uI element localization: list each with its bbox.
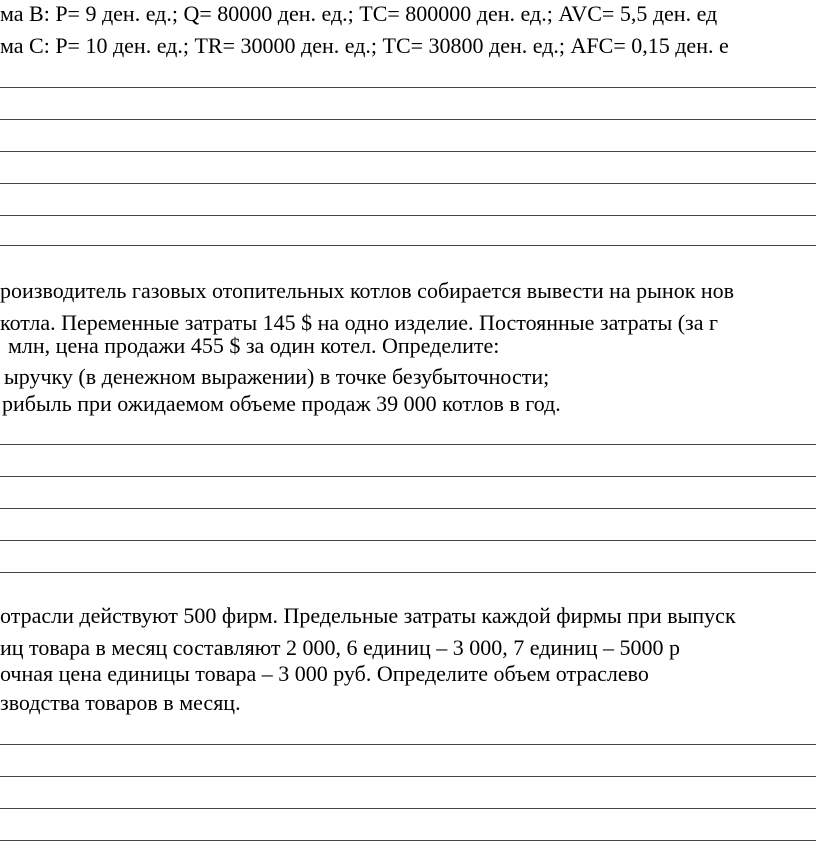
task-text-line: роизводитель газовых отопительных котлов собирается вывести на рынок нов <box>0 278 735 303</box>
task-text-line: рибыль при ожидаемом объеме продаж 39 000 котлов в год. <box>2 391 561 416</box>
task-text-line: очная цена единицы товара – 3 000 руб. Определите объем отраслево <box>0 661 649 686</box>
answer-line <box>0 151 816 152</box>
task-text-line: ыручку (в денежном выражении) в точке безубыточности; <box>4 364 550 389</box>
task-text-line: млн, цена продажи 455 $ за один котел. Определите: <box>8 333 500 358</box>
answer-line <box>0 744 816 745</box>
answer-line <box>0 572 816 573</box>
answer-line <box>0 215 816 216</box>
answer-line <box>0 87 816 88</box>
task-text-line: зводства товаров в месяц. <box>0 690 241 715</box>
answer-line <box>0 840 816 841</box>
firm-b-line: ма В: Р= 9 ден. ед.; Q= 80000 ден. ед.; ТС= 800000 ден. ед.; AVC= 5,5 ден. ед <box>0 1 718 26</box>
task-text-line: отрасли действуют 500 фирм. Предельные затраты каждой фирмы при выпуск <box>0 603 736 628</box>
firm-c-line: ма С: Р= 10 ден. ед.; TR= 30000 ден. ед.; ТС= 30800 ден. ед.; AFC= 0,15 ден. е <box>0 33 729 58</box>
answer-line <box>0 476 816 477</box>
task-text-line: иц товара в месяц составляют 2 000, 6 единиц – 3 000, 7 единиц – 5000 р <box>0 635 680 660</box>
task-text-line: котла. Переменные затраты 145 $ на одно изделие. Постоянные затраты (за г <box>0 310 719 335</box>
answer-line <box>0 444 816 445</box>
answer-line <box>0 508 816 509</box>
answer-line <box>0 119 816 120</box>
answer-line <box>0 540 816 541</box>
answer-line <box>0 776 816 777</box>
answer-line <box>0 808 816 809</box>
answer-line <box>0 183 816 184</box>
answer-line <box>0 245 816 246</box>
